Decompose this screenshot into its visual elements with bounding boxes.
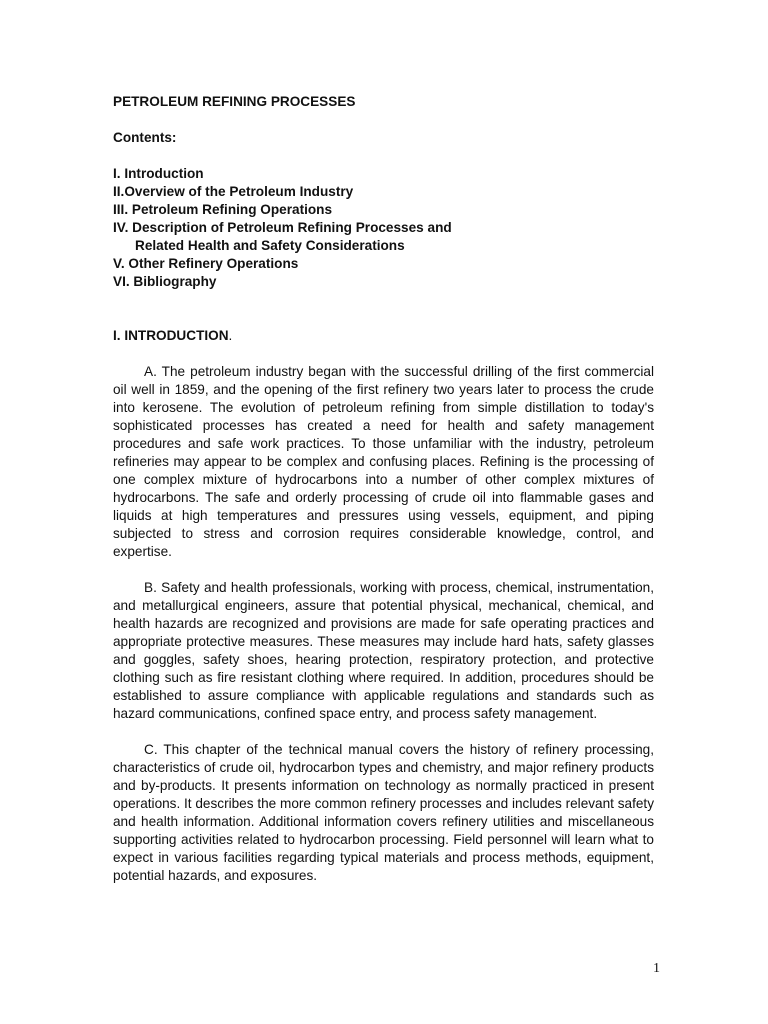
document-page [113, 93, 654, 885]
toc-item-process-description-continued: Related Health and Safety Considerations [135, 238, 405, 253]
contents-heading: Contents: [113, 130, 177, 145]
section-heading-period: . [228, 328, 233, 343]
page-number: 1 [653, 961, 660, 976]
document-title: PETROLEUM REFINING PROCESSES [113, 94, 356, 109]
toc-item-other-operations: V. Other Refinery Operations [113, 256, 299, 271]
toc-item-introduction: I. Introduction [113, 166, 204, 181]
paragraph-c: C. This chapter of the technical manual covers the history of refinery processing, characteristics of crude oil, hydrocarbon types and chemistry, and major refinery products and by-products. It presents information on technology as normally practiced in present operations. It describes the more common refinery processes and includes relevant safety and health information. Additional information covers refinery utilities and miscellaneous supporting activities related to hydrocarbon processing. Field personnel will learn what to expect in various facilities regarding typical materials and process methods, equipment, potential hazards, and exposures. [113, 742, 654, 883]
section-heading-introduction [113, 327, 654, 345]
section-heading-text: I. INTRODUCTION [113, 328, 229, 343]
paragraph-a: A. The petroleum industry began with the successful drilling of the first commercial oil well in 1859, and the opening of the first refinery two years later to process the crude into kerosene. The evolution of petroleum refining from simple distillation to today's sophisticated processes has created a need for health and safety management procedures and safe work practices. To those unfamiliar with the industry, petroleum refineries may appear to be complex and confusing places. Refining is the processing of one complex mixture of hydrocarbons into a number of other complex mixtures of hydrocarbons. The safe and orderly processing of crude oil into flammable gases and liquids at high temperatures and pressures using vessels, equipment, and piping subjected to stress and corrosion requires considerable knowledge, control, and expertise. [113, 364, 654, 559]
paragraph-b: B. Safety and health professionals, working with process, chemical, instrumentation, and metallurgical engineers, assure that potential physical, mechanical, chemical, and health hazards are recognized and provisions are made for safe operating practices and appropriate protective measures. These measures may include hard hats, safety glasses and goggles, safety shoes, hearing protection, respiratory protection, and protective clothing such as fire resistant clothing where required. In addition, procedures should be established to assure compliance with applicable regulations and standards such as hazard communications, confined space entry, and process safety management. [113, 580, 654, 721]
toc-item-overview: II.Overview of the Petroleum Industry [113, 184, 354, 199]
toc-item-refining-operations: III. Petroleum Refining Operations [113, 202, 333, 217]
table-of-contents [113, 165, 654, 291]
toc-item-bibliography: VI. Bibliography [113, 274, 217, 289]
toc-item-process-description: IV. Description of Petroleum Refining Processes and [113, 220, 452, 235]
